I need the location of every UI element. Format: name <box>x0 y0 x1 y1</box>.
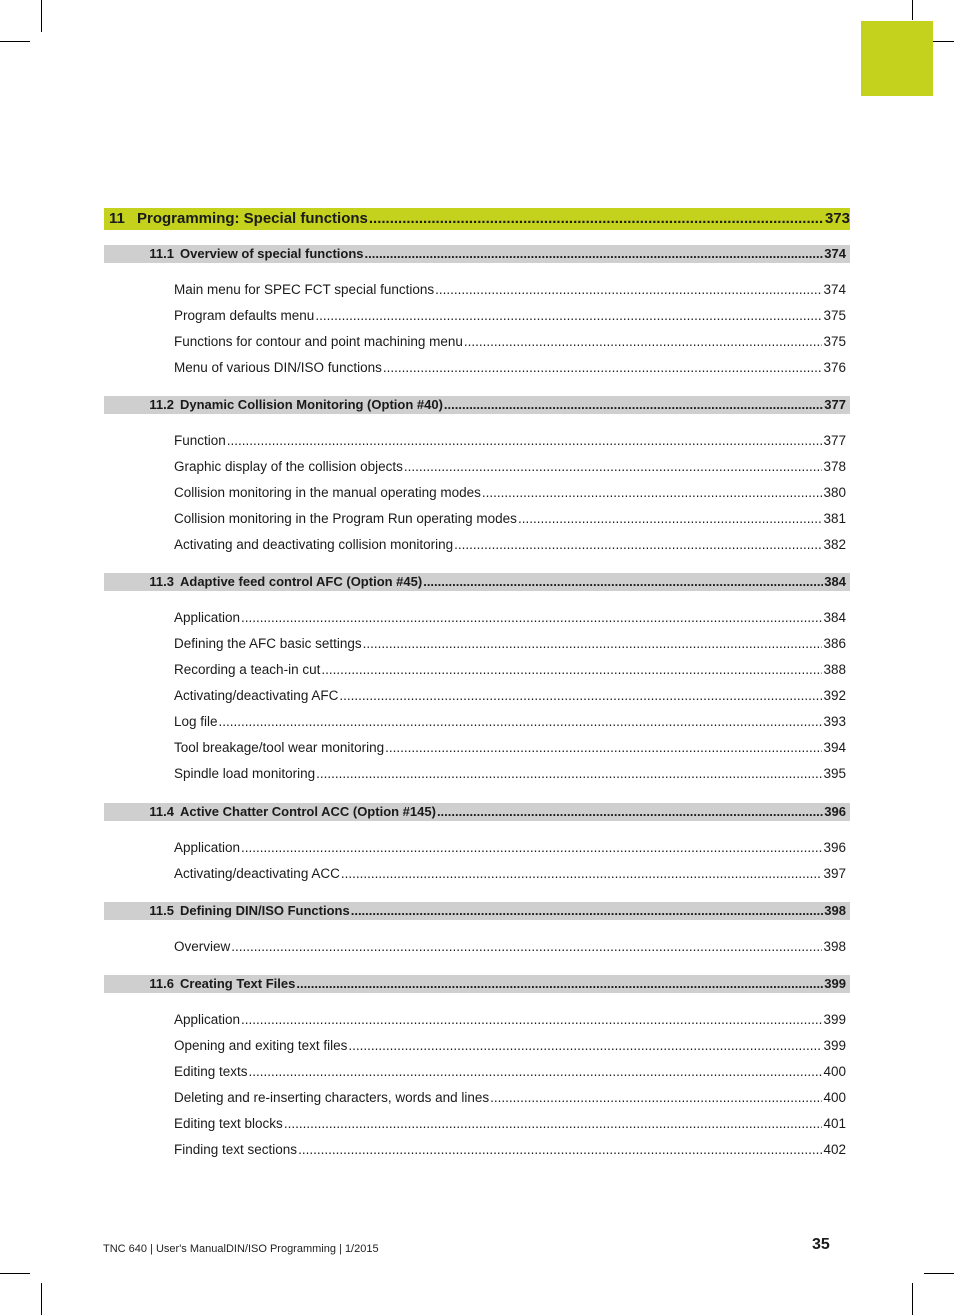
entry-title: Deleting and re-inserting characters, words and lines <box>174 1090 490 1105</box>
entry-title: Opening and exiting text files <box>174 1038 348 1053</box>
dot-leader <box>219 713 823 731</box>
entry-page: 381 <box>823 511 846 526</box>
toc-entry[interactable] <box>174 609 846 627</box>
dot-leader <box>296 975 823 993</box>
chapter-page: 373 <box>824 210 850 227</box>
entry-title: Defining the AFC basic settings <box>174 636 362 651</box>
toc-entry[interactable] <box>174 713 846 731</box>
dot-leader <box>315 307 822 325</box>
dot-leader <box>383 359 823 377</box>
entry-page: 380 <box>823 485 846 500</box>
toc-entry[interactable] <box>174 536 846 554</box>
entry-page: 394 <box>823 740 846 755</box>
toc-entry[interactable] <box>174 839 846 857</box>
entry-page: 392 <box>823 688 846 703</box>
toc-entry[interactable] <box>174 1115 846 1133</box>
entry-page: 382 <box>823 537 846 552</box>
entry-page: 376 <box>823 360 846 375</box>
dot-leader <box>437 803 823 821</box>
entry-page: 374 <box>823 282 846 297</box>
section-number: 11.6 <box>149 976 174 991</box>
section-heading[interactable] <box>104 573 846 591</box>
dot-leader <box>231 938 822 956</box>
dot-leader <box>348 1037 822 1055</box>
entry-title: Application <box>174 610 241 625</box>
section-number: 11.4 <box>149 804 174 819</box>
section-title: Overview of special functions <box>180 246 364 261</box>
toc-entry[interactable] <box>174 307 846 325</box>
toc-entry[interactable] <box>174 635 846 653</box>
dot-leader <box>444 396 823 414</box>
entry-title: Main menu for SPEC FCT special functions <box>174 282 435 297</box>
toc-entry[interactable] <box>174 359 846 377</box>
entry-title: Activating/deactivating ACC <box>174 866 340 881</box>
entry-page: 400 <box>823 1090 846 1105</box>
entry-page: 375 <box>823 334 846 349</box>
dot-leader <box>321 661 822 679</box>
page-number: 35 <box>812 1236 830 1253</box>
entry-page: 400 <box>823 1064 846 1079</box>
entry-title: Overview <box>174 939 231 954</box>
section-page: 384 <box>824 574 846 589</box>
toc-entry[interactable] <box>174 661 846 679</box>
section-title: Defining DIN/ISO Functions <box>180 903 350 918</box>
dot-leader <box>454 536 822 554</box>
toc-entry[interactable] <box>174 1089 846 1107</box>
entry-title: Spindle load monitoring <box>174 766 316 781</box>
dot-leader <box>298 1141 822 1159</box>
entry-title: Finding text sections <box>174 1142 298 1157</box>
section-page: 374 <box>824 246 846 261</box>
dot-leader <box>363 635 823 653</box>
entry-page: 375 <box>823 308 846 323</box>
entry-page: 402 <box>823 1142 846 1157</box>
toc-entry[interactable] <box>174 1011 846 1029</box>
chapter-title: Programming: Special functions <box>137 210 368 227</box>
dot-leader <box>369 208 824 230</box>
dot-leader <box>365 245 824 263</box>
entry-page: 384 <box>823 610 846 625</box>
section-title: Active Chatter Control ACC (Option #145) <box>180 804 436 819</box>
entry-title: Function <box>174 433 226 448</box>
entry-page: 393 <box>823 714 846 729</box>
toc-entry[interactable] <box>174 1063 846 1081</box>
footer-text: TNC 640 | User's ManualDIN/ISO Programming | 1/2015 <box>103 1243 379 1255</box>
entry-page: 401 <box>823 1116 846 1131</box>
entry-title: Application <box>174 840 241 855</box>
dot-leader <box>316 765 822 783</box>
entry-page: 398 <box>823 939 846 954</box>
chapter-heading[interactable] <box>104 208 850 230</box>
entry-page: 397 <box>823 866 846 881</box>
toc-entry[interactable] <box>174 739 846 757</box>
toc-entry[interactable] <box>174 1141 846 1159</box>
dot-leader <box>241 839 822 857</box>
toc-entry[interactable] <box>174 333 846 351</box>
toc-entry[interactable] <box>174 865 846 883</box>
section-title: Adaptive feed control AFC (Option #45) <box>180 574 423 589</box>
toc-entry[interactable] <box>174 484 846 502</box>
entry-title: Log file <box>174 714 218 729</box>
entry-page: 399 <box>823 1038 846 1053</box>
dot-leader <box>339 687 822 705</box>
section-number: 11.1 <box>149 246 174 261</box>
entry-title: Collision monitoring in the manual operating modes <box>174 485 481 500</box>
entry-title: Functions for contour and point machining menu <box>174 334 463 349</box>
toc-entry[interactable] <box>174 432 846 450</box>
dot-leader <box>249 1063 823 1081</box>
section-page: 377 <box>824 397 846 412</box>
entry-title: Application <box>174 1012 241 1027</box>
toc-entry[interactable] <box>174 281 846 299</box>
dot-leader <box>351 902 824 920</box>
section-heading[interactable] <box>104 803 846 821</box>
dot-leader <box>518 510 823 528</box>
entry-page: 377 <box>823 433 846 448</box>
entry-title: Tool breakage/tool wear monitoring <box>174 740 385 755</box>
toc-entry[interactable] <box>174 938 846 956</box>
entry-title: Program defaults menu <box>174 308 315 323</box>
entry-page: 396 <box>823 840 846 855</box>
section-page: 396 <box>824 804 846 819</box>
entry-title: Editing text blocks <box>174 1116 283 1131</box>
section-number: 11.5 <box>149 903 174 918</box>
dot-leader <box>423 573 823 591</box>
section-page: 399 <box>824 976 846 991</box>
toc-entry[interactable] <box>174 687 846 705</box>
dot-leader <box>490 1089 822 1107</box>
entry-page: 399 <box>823 1012 846 1027</box>
dot-leader <box>464 333 823 351</box>
toc-entry[interactable] <box>174 458 846 476</box>
section-number: 11.2 <box>149 397 174 412</box>
entry-title: Collision monitoring in the Program Run operating modes <box>174 511 517 526</box>
dot-leader <box>341 865 823 883</box>
toc-entry[interactable] <box>174 510 846 528</box>
section-heading[interactable] <box>104 975 846 993</box>
dot-leader <box>241 609 822 627</box>
entry-title: Activating/deactivating AFC <box>174 688 339 703</box>
section-title: Dynamic Collision Monitoring (Option #40) <box>180 397 443 412</box>
entry-page: 378 <box>823 459 846 474</box>
entry-page: 395 <box>823 766 846 781</box>
dot-leader <box>284 1115 823 1133</box>
entry-title: Recording a teach-in cut <box>174 662 321 677</box>
entry-title: Graphic display of the collision objects <box>174 459 403 474</box>
section-heading[interactable] <box>104 396 846 414</box>
dot-leader <box>385 739 822 757</box>
entry-page: 386 <box>823 636 846 651</box>
section-heading[interactable] <box>104 245 846 263</box>
section-heading[interactable] <box>104 902 846 920</box>
chapter-number: 11 <box>109 210 125 227</box>
entry-title: Editing texts <box>174 1064 248 1079</box>
toc-entry[interactable] <box>174 1037 846 1055</box>
entry-title: Activating and deactivating collision monitoring <box>174 537 454 552</box>
section-page: 398 <box>824 903 846 918</box>
dot-leader <box>482 484 823 502</box>
entry-page: 388 <box>823 662 846 677</box>
section-number: 11.3 <box>149 574 174 589</box>
dot-leader <box>241 1011 822 1029</box>
toc-entry[interactable] <box>174 765 846 783</box>
dot-leader <box>227 432 823 450</box>
entry-title: Menu of various DIN/ISO functions <box>174 360 382 375</box>
dot-leader <box>435 281 822 299</box>
dot-leader <box>404 458 823 476</box>
section-title: Creating Text Files <box>180 976 296 991</box>
